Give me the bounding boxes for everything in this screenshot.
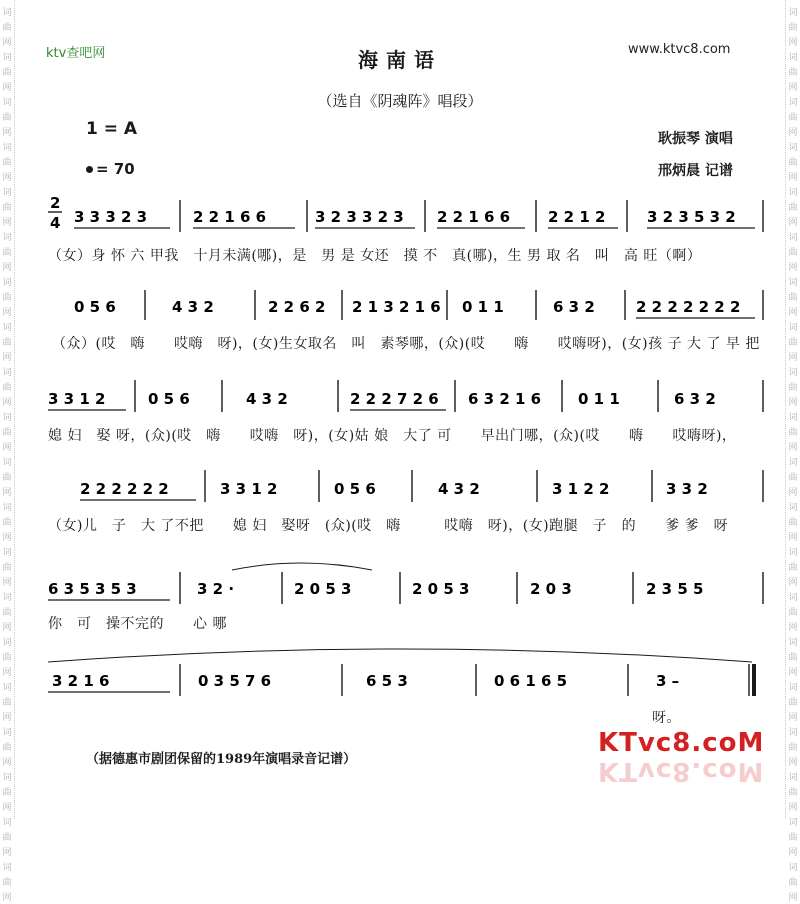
time-signature-top: 2 (50, 194, 61, 212)
score-line-1-bar2: 2 2 1 6 6 (193, 208, 267, 226)
score-line-2-bar3: 2 2 6 2 (268, 298, 326, 316)
line-1-barlines (180, 200, 763, 232)
score-line-3-bar2: 0 5 6 (148, 390, 190, 408)
lyric-line-1: （女）身 怀 六 甲我 十月未满(哪)，是 男 是 女还 摸 不 真(哪)，生 男 取 名 叫 高 旺（啊） (48, 248, 702, 264)
line-6-barlines (180, 664, 754, 696)
lyric-line-2: （众）(哎 嗨 哎嗨 呀)，(女)生女取名 叫 素琴哪，(众)(哎 嗨 哎嗨呀)，(女)孩 子 大 了 早 把 (52, 336, 760, 352)
site-brand-left[interactable]: ktv查吧网 (46, 46, 106, 61)
score-line-3-bar7: 6 3 2 (674, 390, 716, 408)
quarter-note-icon (86, 166, 93, 173)
score-line-5-bar5: 2 0 3 (530, 580, 572, 598)
tempo-marking: = 70 (86, 160, 135, 178)
score-line-2-bar1: 0 5 6 (74, 298, 116, 316)
lyric-line-5: 你 可 操不完的 心 哪 (48, 616, 227, 632)
lyric-line-3: 媳 妇 娶 呀，(众)(哎 嗨 哎嗨 呀)，(女)姑 娘 大了 可 早出门哪，(众)(哎 嗨 哎嗨呀)， (48, 428, 737, 444)
score-line-2-bar2: 4 3 2 (172, 298, 214, 316)
score-line-6-bar4: 0 6 1 6 5 (494, 672, 568, 690)
score-line-1-bar3: 3 2 3 3 2 3 (315, 208, 404, 226)
right-watermark-strip: 词 曲 网 词 曲 网 词 曲 网 词 曲 网 词 曲 网 词 曲 网 词 曲 网 词 曲 网 词 曲 网 词 曲 网 词 曲 网 词 曲 网 词 曲 网 词 曲 网 词 曲 网 词 曲 网 词 曲 网 词 曲 网 词 曲 网 词 曲 网 (785, 0, 800, 819)
left-watermark-strip: 词 曲 网 词 曲 网 词 曲 网 词 曲 网 词 曲 网 词 曲 网 词 曲 网 词 曲 网 词 曲 网 词 曲 网 词 曲 网 词 曲 网 词 曲 网 词 曲 网 词 曲 网 词 曲 网 词 曲 网 词 曲 网 词 曲 网 词 曲 网 (0, 0, 15, 819)
line-3-barlines (135, 380, 763, 412)
score-line-2-bar6: 6 3 2 (553, 298, 595, 316)
score-line-6-bar5: 3 – (656, 672, 680, 690)
score-line-3-bar4: 2 2 2 7 2 6 (350, 390, 439, 408)
score-line-1-bar6: 3 2 3 5 3 2 (647, 208, 736, 226)
score-line-5-bar2: 3 2 · (197, 580, 235, 598)
score-line-2-bar5: 0 1 1 (462, 298, 504, 316)
source-footnote: （据德惠市剧团保留的1989年演唱录音记谱） (86, 752, 357, 767)
score-line-2-bar7: 2 2 2 2 2 2 2 (636, 298, 741, 316)
slur-line-5 (232, 563, 372, 570)
score-line-5-bar3: 2 0 5 3 (294, 580, 352, 598)
score-line-4-bar4: 4 3 2 (438, 480, 480, 498)
score-line-1: 3 3 3 2 3 (74, 208, 148, 226)
site-url[interactable]: www.ktvc8.com (628, 42, 731, 57)
singer-credit: 耿振琴 演唱 (658, 131, 733, 147)
line-2-barlines (145, 290, 763, 320)
score-line-4-bar2: 3 3 1 2 (220, 480, 278, 498)
lyric-line-6: 呀。 (652, 710, 681, 726)
score-line-5-bar1: 6 3 5 3 5 3 (48, 580, 137, 598)
lyric-line-4: （女)儿 子 大 了不把 媳 妇 娶呀 (众)(哎 嗨 哎嗨 呀)，(女)跑腿 子 的 爹 爹 呀 (48, 518, 729, 534)
tie-line-6 (48, 649, 752, 662)
score-line-6-bar3: 6 5 3 (366, 672, 408, 690)
score-line-5-bar4: 2 0 5 3 (412, 580, 470, 598)
score-line-5-bar6: 2 3 5 5 (646, 580, 704, 598)
score-line-4-bar1: 2 2 2 2 2 2 (80, 480, 169, 498)
score-line-4-bar3: 0 5 6 (334, 480, 376, 498)
score-line-6-bar2: 0 3 5 7 6 (198, 672, 272, 690)
notation-credit: 邢炳晨 记谱 (658, 163, 733, 179)
score-line-1-bar5: 2 2 1 2 (548, 208, 606, 226)
song-title: 海南语 (358, 48, 442, 72)
ktvc8-logo: KTvc8.coM (598, 728, 765, 758)
line-4-barlines (205, 470, 763, 502)
score-line-3-bar6: 0 1 1 (578, 390, 620, 408)
score-line-4-bar6: 3 3 2 (666, 480, 708, 498)
score-line-3-bar5: 6 3 2 1 6 (468, 390, 542, 408)
score-line-6-bar1: 3 2 1 6 (52, 672, 110, 690)
score-line-3-bar1: 3 3 1 2 (48, 390, 106, 408)
key-signature: 1 = A (86, 119, 138, 139)
time-signature-bottom: 4 (50, 214, 61, 232)
ktvc8-logo-reflection: KTvc8.coM (598, 756, 765, 786)
score-line-2-bar4: 2 1 3 2 1 6 (352, 298, 441, 316)
line-5-barlines (180, 572, 763, 604)
score-line-3-bar3: 4 3 2 (246, 390, 288, 408)
song-subtitle: （选自《阴魂阵》唱段） (317, 92, 483, 110)
score-line-4-bar5: 3 1 2 2 (552, 480, 610, 498)
score-line-1-bar4: 2 2 1 6 6 (437, 208, 511, 226)
